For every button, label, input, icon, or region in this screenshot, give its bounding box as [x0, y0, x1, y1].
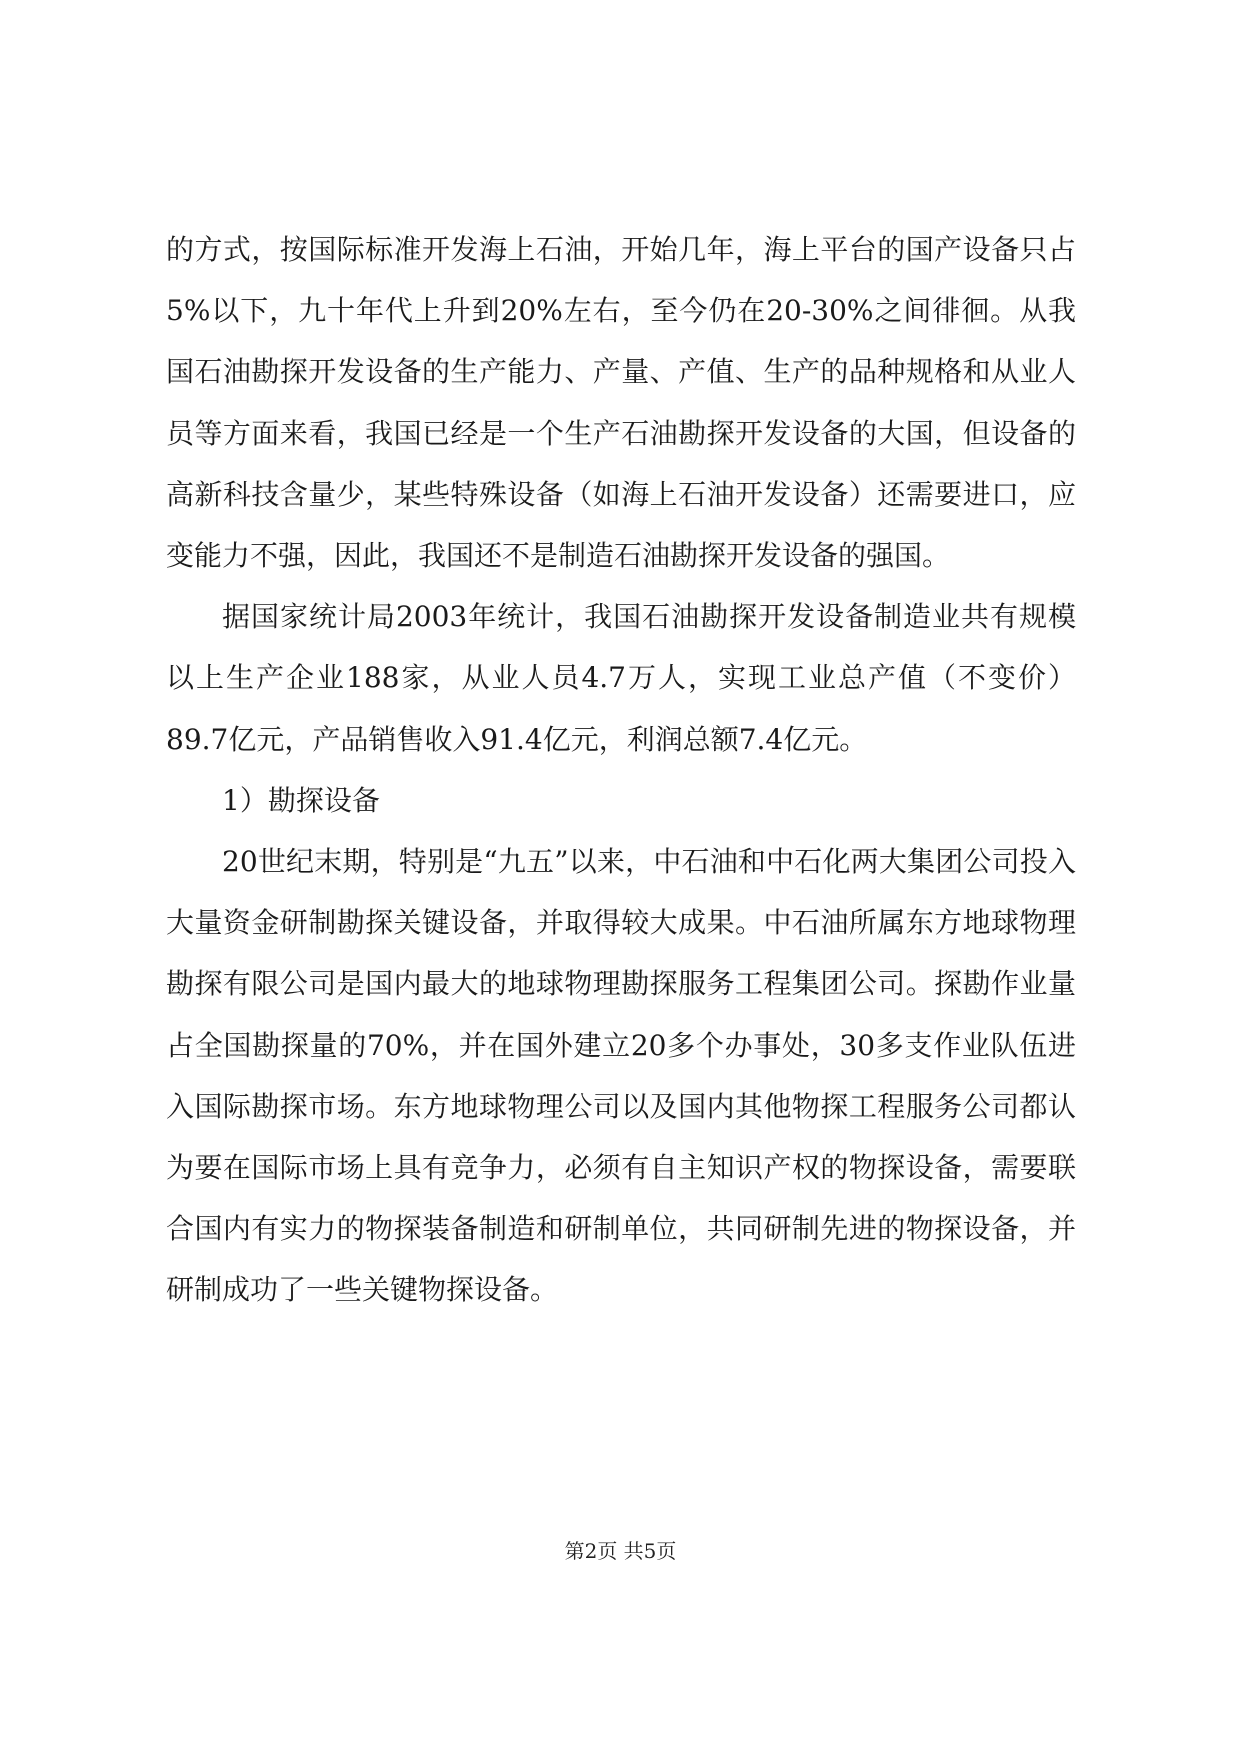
paragraph-continuation: 的方式，按国际标准开发海上石油，开始几年，海上平台的国产设备只占5%以下，九十年代上升到20%左右，至今仍在20-30%之间徘徊。从我国石油勘探开发设备的生产能力、产量、产值、生产的品种规格和从业人员等方面来看，我国已经是一个生产石油勘探开发设备的大国，但设备的高新科技含量少，某些特殊设备（如海上石油开发设备）还需要进口，应变能力不强，因此，我国还不是制造石油勘探开发设备的强国。	[166, 233, 1076, 573]
paragraph-statistics: 据国家统计局2003年统计，我国石油勘探开发设备制造业共有规模以上生产企业188家，从业人员4.7万人，实现工业总产值（不变价）89.7亿元，产品销售收入91.4亿元，利润总额7.4亿元。	[166, 600, 1076, 756]
section-heading-exploration-equipment: 1）勘探设备	[222, 783, 380, 817]
page-number-footer: 第2页 共5页	[564, 1539, 677, 1563]
document-body	[166, 219, 1076, 1321]
paragraph-exploration: 20世纪末期，特别是“九五”以来，中石油和中石化两大集团公司投入大量资金研制勘探关键设备，并取得较大成果。中石油所属东方地球物理勘探有限公司是国内最大的地球物理勘探服务工程集团公司。探勘作业量占全国勘探量的70%，并在国外建立20多个办事处，30多支作业队伍进入国际勘探市场。东方地球物理公司以及国内其他物探工程服务公司都认为要在国际市场上具有竞争力，必须有自主知识产权的物探设备，需要联合国内有实力的物探装备制造和研制单位，共同研制先进的物探设备，并研制成功了一些关键物探设备。	[166, 845, 1076, 1307]
